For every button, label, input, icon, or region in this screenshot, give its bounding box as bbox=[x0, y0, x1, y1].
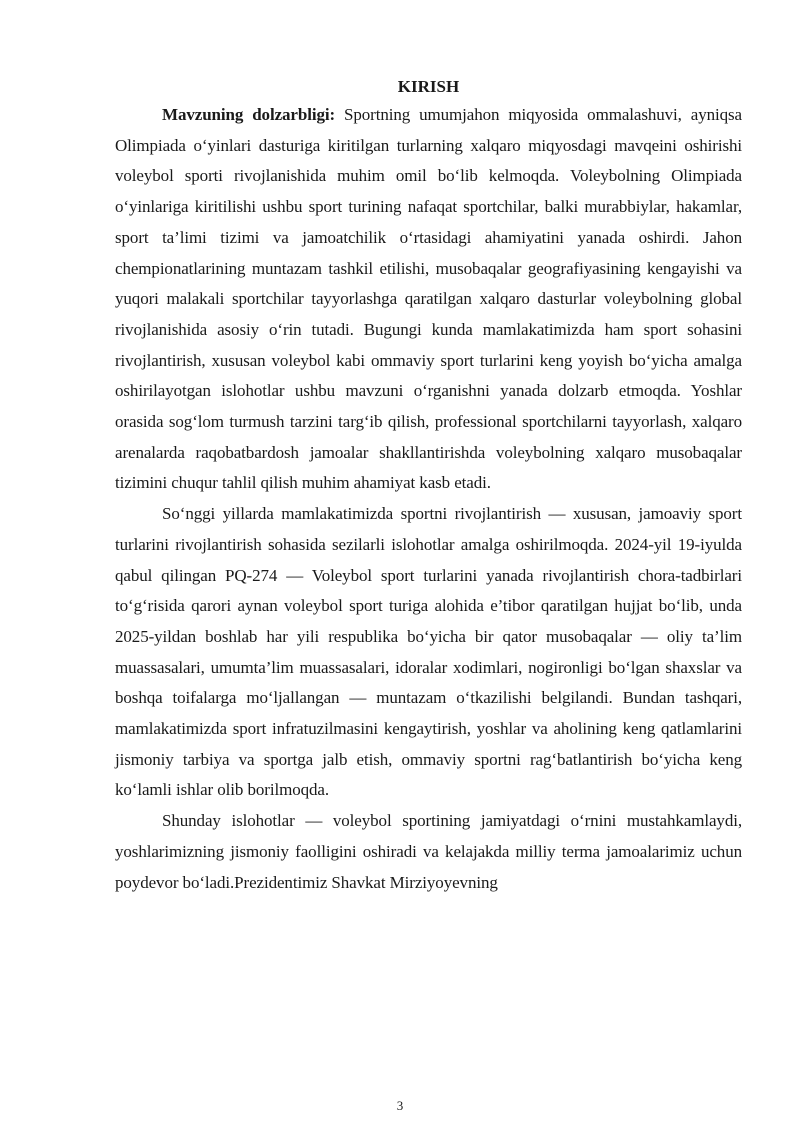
paragraph-reforms bbox=[115, 499, 742, 806]
paragraph-conclusion bbox=[115, 806, 742, 898]
page-number: 3 bbox=[396, 1098, 404, 1113]
paragraph-text: Sportning umumjahon miqyosida ommalashuvi, ayniqsa Olimpiada o‘yinlari dasturiga kiritilgan turlarning xalqaro miqyosdagi mavqeini oshirishi voleybol sporti rivojlanishida muhim omil bo‘lib kelmoqda. Voleybolning Olimpiada o‘yinlariga kiritilishi ushbu sport turining nafaqat sportchilar, balki murabbiylar, hakamlar, sport ta’limi tizimi va jamoatchilik o‘rtasidagi ahamiyatini yanada oshirdi. Jahon chempionatlarining muntazam tashkil etilishi, musobaqalar geografiyasining kengayishi va yuqori malakali sportchilar tayyorlashga qaratilgan xalqaro dasturlar voleybolning global rivojlanishida asosiy o‘rin tutadi. Bugungi kunda mamlakatimizda ham sport sohasini rivojlantirish, xususan voleybol kabi ommaviy sport turlarini keng yoyish bo‘yicha amalga oshirilayotgan islohotlar ushbu mavzuni o‘rganishni yanada dolzarb etmoqda. Yoshlar orasida sog‘lom turmush tarzini targ‘ib qilish, professional sportchilarni tayyorlash, xalqaro arenalarda raqobatbardosh jamoalar shakllantirishda voleybolning xalqaro musobaqalar tizimini chuqur tahlil qilish muhim ahamiyat kasb etadi. bbox=[115, 105, 742, 493]
paragraph-text: Shunday islohotlar — voleybol sportining jamiyatdagi o‘rnini mustahkamlaydi, yoshlarimizning jismoniy faolligini oshiradi va kelajakda milliy terma jamoalarimiz uchun poydevor bo‘ladi.Prezidentimiz Shavkat Mirziyoyevning bbox=[115, 811, 742, 892]
paragraph-text: So‘nggi yillarda mamlakatimizda sportni rivojlantirish — xususan, jamoaviy sport turlarini rivojlantirish sohasida sezilarli islohotlar amalga oshirilmoqda. 2024-yil 19-iyulda qabul qilingan PQ-274 — Voleybol sport turlarini yanada rivojlantirish chora-tadbirlari to‘g‘risida qarori aynan voleybol sport turiga alohida e’tibor qaratilgan hujjat bo‘lib, unda 2025-yildan boshlab har yili respublika bo‘yicha bir qator musobaqalar — oliy ta’lim muassasalari, umumta’lim muassasalari, idoralar xodimlari, nogironligi bo‘lgan shaxslar va boshqa toifalarga mo‘ljallangan — muntazam o‘tkazilishi belgilandi. Bundan tashqari, mamlakatimizda sport infratuzilmasini kengaytirish, yoshlar va aholining keng qatlamlarini jismoniy tarbiya va sportga jalb etish, ommaviy sportni rag‘batlantirish bo‘yicha keng ko‘lamli ishlar olib borilmoqda. bbox=[115, 504, 742, 800]
page-content bbox=[115, 74, 742, 898]
paragraph-lead-bold: Mavzuning dolzarbligi: bbox=[162, 105, 336, 124]
section-heading: KIRISH bbox=[397, 77, 460, 96]
paragraph-relevance bbox=[115, 100, 742, 499]
